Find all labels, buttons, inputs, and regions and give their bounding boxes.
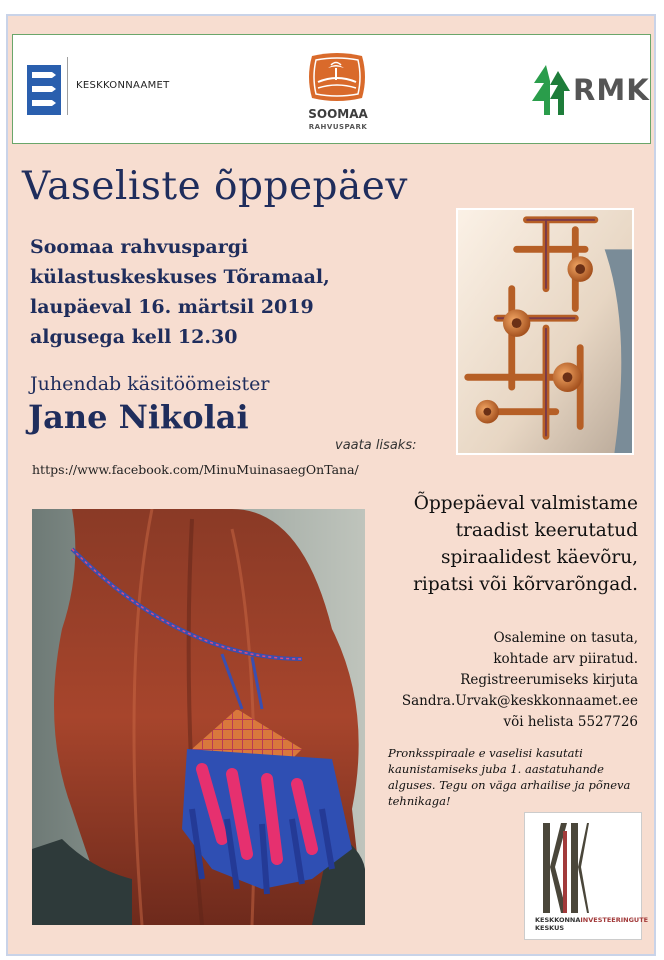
rmk-tree-logo-icon (524, 61, 574, 117)
kik-name (535, 916, 649, 932)
description-line: spiraalidest käevõru, (440, 547, 638, 568)
registration-info (380, 628, 638, 733)
contact-phone: või helista 5527726 (503, 714, 638, 730)
park-subtitle: RAHVUSPARK (308, 123, 368, 131)
poster (6, 14, 656, 956)
kik-name-part: KESKUS (535, 924, 565, 932)
description-line: ripatsi või kõrvarõngad. (413, 574, 638, 595)
description-line: Õppepäeval valmistame (413, 493, 638, 514)
detail-line: külastuskeskuses Tõramaal, (30, 266, 330, 288)
detail-line: Soomaa rahvuspargi (30, 236, 249, 258)
park-name: SOOMAA (308, 107, 368, 121)
history-note: Pronksspiraale e vaselisi kasutati kaunistamiseks juba 1. aastatuhande alguses. Tegu on väga arhailise ja põneva tehnikaga! (388, 746, 631, 808)
woman-hair-ornament-photo (32, 509, 365, 925)
workshop-description (380, 490, 638, 598)
event-details (30, 232, 330, 352)
detail-line: laupäeval 16. märtsil 2019 (30, 296, 314, 318)
facebook-link[interactable]: https://www.facebook.com/MinuMuinasaegOnTana/ (32, 462, 359, 477)
description-line: traadist keerutatud (455, 520, 638, 541)
agency-name: KESKKONNAAMET (76, 80, 170, 91)
contact-email[interactable]: Sandra.Urvak@keskkonnaamet.ee (401, 693, 638, 709)
info-line: kohtade arv piiratud. (493, 651, 638, 667)
kik-name-part: KESKKONNA (535, 916, 581, 924)
kik-logo (524, 812, 649, 940)
soomaa-tree-logo-icon (306, 52, 368, 102)
info-line: Osalemine on tasuta, (493, 630, 638, 646)
kik-letters-icon (537, 821, 589, 915)
copper-spiral-photo (456, 208, 634, 455)
see-more-label: vaata lisaks: (335, 438, 417, 453)
info-line: Registreerumiseks kirjuta (460, 672, 638, 688)
rmk-name: RMK (573, 73, 650, 107)
logo-header (12, 34, 651, 144)
estonia-coat-of-arms-icon (27, 65, 61, 115)
detail-line: algusega kell 12.30 (30, 326, 238, 348)
event-title: Vaseliste õppepäev (22, 164, 408, 209)
logo-divider (67, 57, 68, 115)
instructor-label: Juhendab käsitöömeister (30, 373, 270, 395)
kik-name-part: INVESTEERINGUTE (580, 916, 649, 924)
instructor-name: Jane Nikolai (28, 398, 249, 436)
